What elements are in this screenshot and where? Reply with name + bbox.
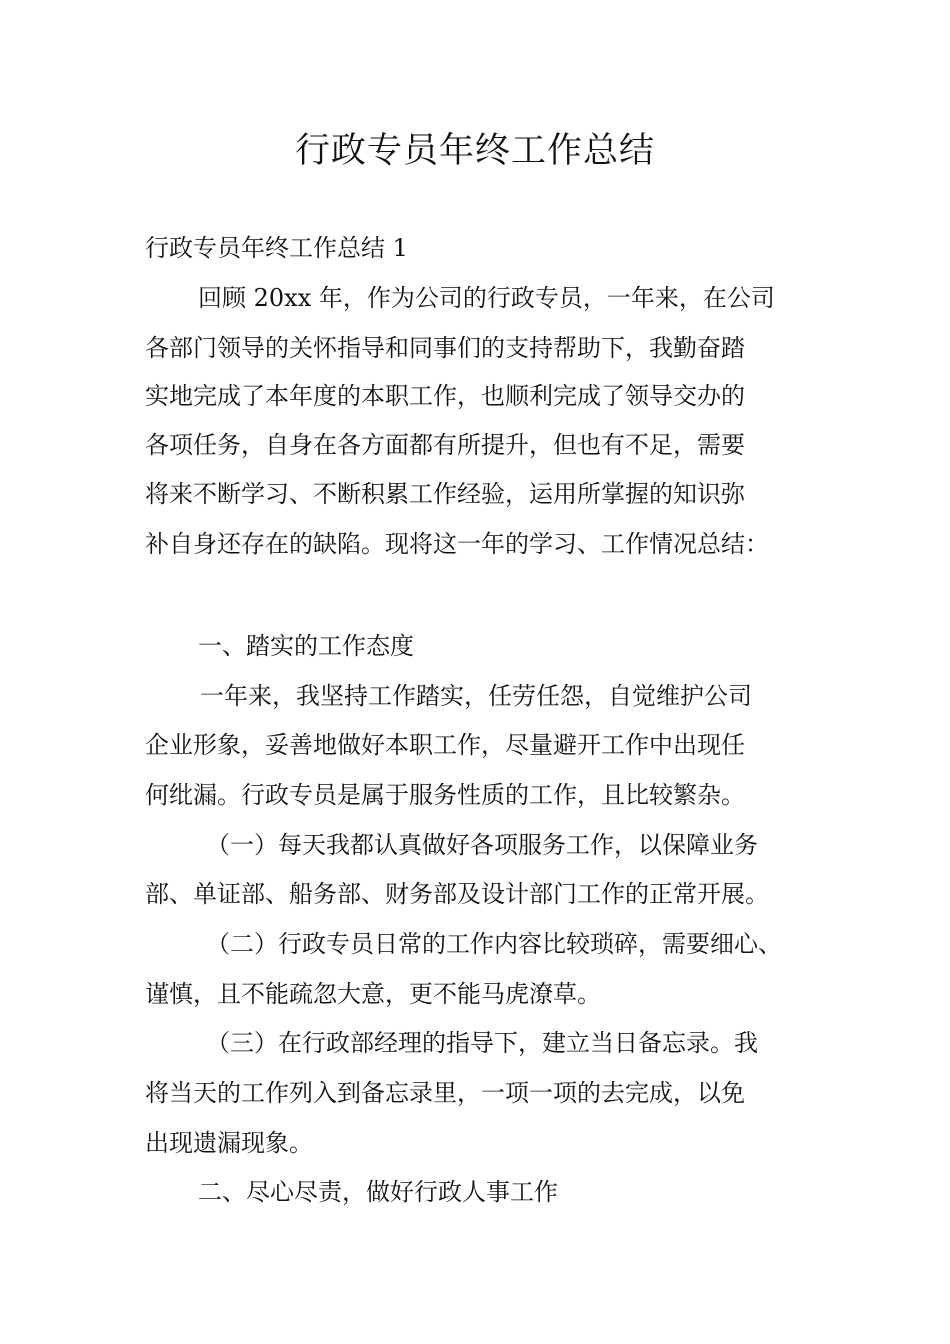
paragraph-line: 企业形象，妥善地做好本职工作，尽量避开工作中出现任 [145, 731, 745, 759]
list-item-line: 谨慎，且不能疏忽大意，更不能马虎潦草。 [145, 980, 601, 1008]
paragraph-line: 何纰漏。行政专员是属于服务性质的工作，且比较繁杂。 [145, 781, 745, 809]
paragraph-line: 补自身还存在的缺陷。现将这一年的学习、工作情况总结： [145, 530, 769, 558]
section-subtitle: 行政专员年终工作总结 1 [145, 234, 408, 262]
list-item-line: 将当天的工作列入到备忘录里，一项一项的去完成，以免 [145, 1079, 745, 1107]
section-heading: 二、尽心尽责，做好行政人事工作 [198, 1178, 558, 1206]
list-item-line: （三）在行政部经理的指导下，建立当日备忘录。我 [206, 1029, 758, 1057]
paragraph-line: 各部门领导的关怀指导和同事们的支持帮助下，我勤奋踏 [145, 334, 745, 362]
list-item-line: 出现遗漏现象。 [145, 1129, 313, 1157]
paragraph-line: 回顾 20xx 年，作为公司的行政专员，一年来，在公司 [198, 284, 775, 312]
paragraph-line: 实地完成了本年度的本职工作，也顺利完成了领导交办的 [145, 382, 745, 410]
paragraph-line: 各项任务，自身在各方面都有所提升，但也有不足，需要 [145, 431, 745, 459]
paragraph-line: 将来不断学习、不断积累工作经验，运用所掌握的知识弥 [145, 480, 745, 508]
section-heading: 一、踏实的工作态度 [198, 632, 414, 660]
paragraph-line: 一年来，我坚持工作踏实，任劳任怨，自觉维护公司 [200, 682, 752, 710]
page-title: 行政专员年终工作总结 [294, 131, 655, 171]
list-item-line: （一）每天我都认真做好各项服务工作，以保障业务 [206, 831, 758, 859]
list-item-line: （二）行政专员日常的工作内容比较琐碎，需要细心、 [206, 930, 782, 958]
list-item-line: 部、单证部、船务部、财务部及设计部门工作的正常开展。 [145, 880, 769, 908]
